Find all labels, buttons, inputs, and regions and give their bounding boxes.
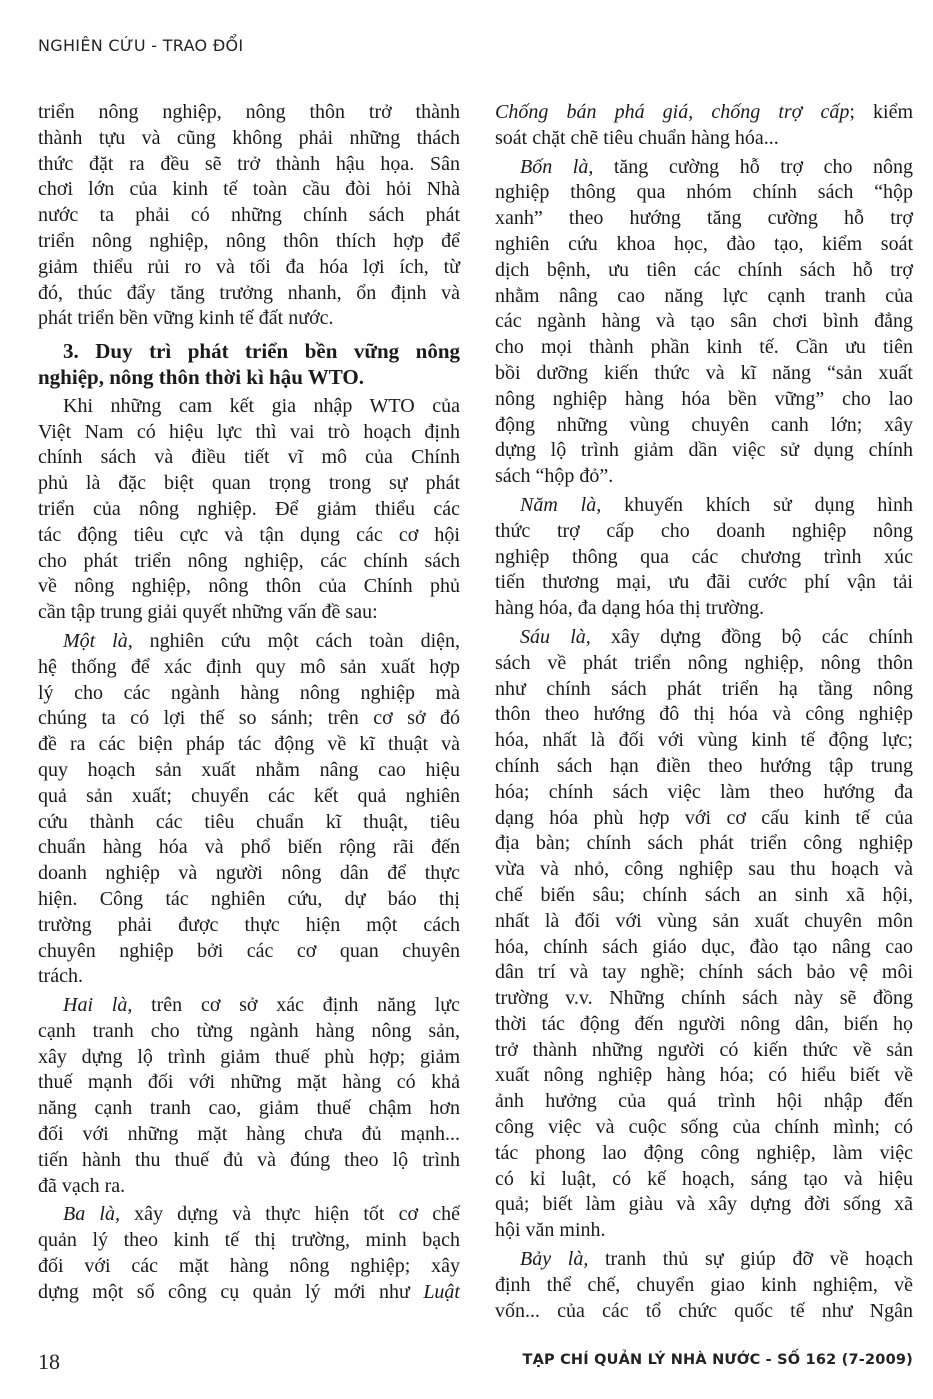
text-line xyxy=(495,754,913,780)
text-segment: sách về phát triển nông nghiệp, nông thôn xyxy=(495,651,913,674)
text-segment: phủ là đặc biệt quan trọng trong sự phát xyxy=(38,472,460,495)
text-segment: xây dựng lộ trình giảm thuế phù hợp; giảm xyxy=(38,1045,460,1068)
text-segment: tăng cường hỗ trợ cho nông xyxy=(593,155,913,178)
text-segment: vốn... của các tổ chức quốc tế như Ngân xyxy=(495,1299,913,1322)
text-line xyxy=(495,1247,913,1273)
text-segment: nghiệp, nông thôn thời kì hậu WTO. xyxy=(38,364,364,389)
paragraph xyxy=(38,629,460,990)
text-line xyxy=(495,1141,913,1167)
text-segment: doanh nghiệp và người nông dân để thực xyxy=(38,862,460,885)
text-segment: nhất là đối với vùng sản xuất chuyên môn xyxy=(495,909,913,932)
text-segment: hội văn minh. xyxy=(495,1219,606,1242)
italic-text: Hai là, xyxy=(63,994,133,1017)
paragraph xyxy=(38,993,460,1199)
text-line xyxy=(495,831,913,857)
text-segment: công việc và cuộc sống của chính mình; có xyxy=(495,1116,913,1139)
text-segment: giảm thiểu rủi ro và tối đa hóa lợi ích, từ xyxy=(38,255,460,278)
italic-text: Luật xyxy=(423,1280,460,1303)
text-line xyxy=(495,206,913,232)
text-segment: nghiệp thông qua nhóm chính sách “hộp xyxy=(495,181,913,204)
text-segment: chế biến sâu; chính sách an sinh xã hội, xyxy=(495,883,913,906)
text-line xyxy=(38,229,460,255)
text-segment: 3. Duy trì phát triển bền vững nông xyxy=(63,339,460,364)
section-running-head: NGHIÊN CỨU - TRAO ĐỔI xyxy=(38,36,244,55)
text-line xyxy=(38,255,460,281)
text-line xyxy=(38,1096,460,1122)
text-segment: các ngành hàng và tạo sân chơi bình đẳng xyxy=(495,310,913,333)
text-segment: Khi những cam kết gia nhập WTO của xyxy=(63,394,460,417)
text-line xyxy=(38,810,460,836)
text-line xyxy=(495,1218,913,1244)
text-segment: đối với các mặt hàng nông nghiệp; xây xyxy=(38,1255,460,1278)
text-line xyxy=(38,420,460,446)
text-segment: sách “hộp đỏ”. xyxy=(495,465,614,488)
text-line xyxy=(38,629,460,655)
text-line xyxy=(495,545,913,571)
text-line xyxy=(495,1299,913,1325)
text-segment: dựng lộ trình giảm dần việc sử dụng chính xyxy=(495,439,913,462)
text-segment: dựng một số công cụ quản lý mới như xyxy=(38,1280,424,1303)
text-segment: đã vạch ra. xyxy=(38,1174,126,1197)
text-segment: triển của nông nghiệp. Để giảm thiểu các xyxy=(38,497,460,520)
text-segment: như chính sách phát triển hạ tầng nông xyxy=(495,677,913,700)
text-line xyxy=(495,1012,913,1038)
text-segment: chính sách và điều tiết vĩ mô của Chính xyxy=(38,446,460,469)
text-segment: soát chặt chẽ tiêu chuẩn hàng hóa... xyxy=(495,126,779,149)
text-segment: chính sách hạn điền theo hướng tập trung xyxy=(495,754,913,777)
text-segment: xây dựng đồng bộ các chính xyxy=(590,625,913,648)
text-line xyxy=(38,600,460,626)
text-segment: trở thành những người có kiến thức về sản xyxy=(495,1038,913,1061)
text-line xyxy=(495,180,913,206)
text-line xyxy=(38,126,460,152)
text-segment: tiến thương mại, ưu đãi cước phí vận tải xyxy=(495,571,913,594)
text-line xyxy=(495,309,913,335)
paragraph xyxy=(38,394,460,626)
text-segment: thuế mạnh đối với những mặt hàng có khả xyxy=(38,1071,460,1094)
text-line xyxy=(38,1122,460,1148)
text-segment: lý cho các ngành hàng nông nghiệp mà xyxy=(38,681,460,704)
text-line xyxy=(38,681,460,707)
text-segment: thức trợ cấp cho doanh nghiệp nông xyxy=(495,519,913,542)
text-segment: đó, thúc đẩy tăng trưởng nhanh, ổn định và xyxy=(38,281,460,304)
text-line xyxy=(495,1192,913,1218)
text-segment: xuất nông nghiệp hàng hóa; có hiểu biết về xyxy=(495,1064,913,1087)
text-segment: vừa và nhỏ, công nghiệp sau thu hoạch và xyxy=(495,858,913,881)
text-line xyxy=(38,523,460,549)
text-line xyxy=(38,471,460,497)
text-segment: tranh thủ sự giúp đỡ về hoạch xyxy=(588,1248,913,1271)
italic-text: Một là, xyxy=(63,629,133,652)
text-line xyxy=(495,986,913,1012)
text-segment: về nông nghiệp, nông thôn của Chính phủ xyxy=(38,575,460,598)
text-line xyxy=(38,152,460,178)
text-segment: chúng ta có lợi thế so sánh; trên cơ sở đó xyxy=(38,707,460,730)
text-line xyxy=(495,413,913,439)
text-segment: nhằm nâng cao năng lực cạnh tranh của xyxy=(495,284,913,307)
text-line xyxy=(38,497,460,523)
text-line xyxy=(495,935,913,961)
text-segment: khuyến khích sử dụng hình xyxy=(601,493,913,516)
italic-text: Năm là, xyxy=(520,493,602,516)
text-line xyxy=(38,1280,460,1306)
text-line xyxy=(495,909,913,935)
text-line xyxy=(495,677,913,703)
text-segment: hàng hóa, đa dạng hóa thị trường. xyxy=(495,597,765,620)
text-line xyxy=(38,306,460,332)
text-line xyxy=(38,394,460,420)
text-segment: dân trí và tay nghề; chính sách bảo vệ môi xyxy=(495,961,913,984)
text-line xyxy=(495,806,913,832)
text-line xyxy=(38,177,460,203)
text-line xyxy=(495,651,913,677)
text-segment: quả; biết làm giàu và xây dựng đời sống xã xyxy=(495,1193,913,1216)
text-line xyxy=(495,596,913,622)
text-line xyxy=(495,232,913,258)
text-segment: Việt Nam có hiệu lực thì vai trò hoạch định xyxy=(38,420,460,443)
text-segment: thức đặt ra đều sẽ trở thành hậu họa. Sân xyxy=(38,152,460,175)
paragraph xyxy=(495,100,913,152)
paragraph xyxy=(495,625,913,1244)
text-segment: hiện. Công tác nghiên cứu, dự báo thị xyxy=(38,887,460,910)
text-line xyxy=(495,361,913,387)
paragraph xyxy=(495,493,913,622)
text-segment: quy hoạch sản xuất nhằm nâng cao hiệu xyxy=(38,758,460,781)
italic-text: Ba là, xyxy=(63,1203,120,1226)
text-line xyxy=(495,1167,913,1193)
text-segment: chuẩn hàng hóa và phổ biến rộng rãi đến xyxy=(38,836,460,859)
text-segment: thời tác động đến người nông dân, biến họ xyxy=(495,1012,913,1035)
text-line xyxy=(38,100,460,126)
text-segment: đề ra các biện pháp tác động về kĩ thuật và xyxy=(38,733,460,756)
text-line xyxy=(38,574,460,600)
text-line xyxy=(495,1038,913,1064)
text-line xyxy=(38,939,460,965)
text-line xyxy=(38,1202,460,1228)
text-line xyxy=(38,861,460,887)
text-line xyxy=(495,1089,913,1115)
text-line xyxy=(495,960,913,986)
text-segment: cho mọi thành phần kinh tế. Cần ưu tiên xyxy=(495,336,913,359)
text-segment: hệ thống để xác định quy mô sản xuất hợp xyxy=(38,655,460,678)
text-line xyxy=(495,335,913,361)
text-segment: trên cơ sở xác định năng lực xyxy=(132,994,460,1017)
text-line xyxy=(38,1070,460,1096)
text-segment: phát triển bền vững kinh tế đất nước. xyxy=(38,307,334,330)
text-segment: nghiệp thông qua các chương trình xúc xyxy=(495,545,913,568)
paragraph xyxy=(38,1202,460,1305)
text-segment: hóa, nhất là đối với vùng kinh tế động lực; xyxy=(495,729,913,752)
text-segment: triển nông nghiệp, nông thôn trở thành xyxy=(38,101,460,123)
text-line xyxy=(495,570,913,596)
text-segment: định thể chế, chuyển giao kinh nghiệm, về xyxy=(495,1273,913,1296)
text-segment: thôn theo hướng đô thị hóa và công nghiệp xyxy=(495,703,913,726)
text-line xyxy=(495,519,913,545)
text-line xyxy=(495,464,913,490)
text-line xyxy=(38,1228,460,1254)
text-segment: thành tựu và cũng không phải những thách xyxy=(38,126,460,149)
text-segment: trường v.v. Những chính sách này sẽ đồng xyxy=(495,987,913,1010)
text-line xyxy=(38,365,460,391)
journal-issue-footer: TẠP CHÍ QUẢN LÝ NHÀ NƯỚC - SỐ 162 (7-2009) xyxy=(522,1352,913,1368)
text-line xyxy=(38,835,460,861)
text-line xyxy=(38,784,460,810)
text-line xyxy=(38,964,460,990)
text-line xyxy=(495,728,913,754)
text-segment: đối với những mặt hàng chưa đủ mạnh... xyxy=(38,1123,460,1146)
text-line xyxy=(495,883,913,909)
text-segment: ; kiểm xyxy=(849,101,914,123)
text-line xyxy=(495,1115,913,1141)
text-segment: ảnh hưởng của quá trình hội nhập đến xyxy=(495,1090,913,1113)
text-line xyxy=(495,155,913,181)
paragraph xyxy=(495,155,913,490)
text-line xyxy=(38,1254,460,1280)
text-line xyxy=(38,993,460,1019)
text-line xyxy=(495,258,913,284)
text-segment: trường phải được thực hiện một cách xyxy=(38,913,460,936)
text-segment: dạng hóa phù hợp với cơ cấu kinh tế của xyxy=(495,806,913,829)
text-segment: quản lý theo kinh tế thị trường, minh bạch xyxy=(38,1229,460,1252)
italic-text: Bốn là, xyxy=(520,155,594,178)
text-segment: quả sản xuất; chuyển các kết quả nghiên xyxy=(38,784,460,807)
text-segment: chuyên nghiệp bởi các cơ quan chuyên xyxy=(38,939,460,962)
text-line xyxy=(495,100,913,126)
text-line xyxy=(495,493,913,519)
text-segment: địa bàn; chính sách phát triển công nghiệp xyxy=(495,832,913,855)
text-line xyxy=(38,445,460,471)
text-segment: chơi lớn của kinh tế toàn cầu đòi hỏi Nhà xyxy=(38,178,460,201)
article-column-left xyxy=(38,100,460,1306)
text-line xyxy=(38,1019,460,1045)
text-segment: tác phong lao động công nghiệp, làm việc xyxy=(495,1141,913,1164)
text-line xyxy=(38,1045,460,1071)
text-segment: triển nông nghiệp, nông thôn thích hợp để xyxy=(38,229,460,252)
text-line xyxy=(38,732,460,758)
paragraph xyxy=(495,1247,913,1324)
text-line xyxy=(495,1063,913,1089)
text-line xyxy=(38,549,460,575)
italic-text: Bảy là, xyxy=(520,1248,589,1271)
text-segment: cạnh tranh cho từng ngành hàng nông sản, xyxy=(38,1019,460,1042)
text-segment: xanh” theo hướng tăng cường hỗ trợ xyxy=(495,207,913,230)
text-line xyxy=(38,339,460,365)
italic-text: Chống bán phá giá, chống trợ cấp xyxy=(495,101,850,123)
section-heading xyxy=(38,339,460,391)
paragraph xyxy=(38,100,460,332)
text-segment: có kỉ luật, có kế hoạch, sáng tạo và hiệu xyxy=(495,1167,913,1190)
text-segment: tiến hành thu thuế đủ và đúng theo lộ trình xyxy=(38,1148,460,1171)
text-segment: cứu thành các tiêu chuẩn kĩ thuật, tiêu xyxy=(38,810,460,833)
article-column-right xyxy=(495,100,913,1324)
text-segment: nông nghiệp hàng hóa bền vững” cho lao xyxy=(495,387,913,410)
text-segment: động những vùng chuyên canh lớn; xây xyxy=(495,413,913,436)
text-line xyxy=(38,1148,460,1174)
text-segment: hóa, chính sách giáo dục, đào tạo nâng cao xyxy=(495,935,913,958)
text-segment: cho phát triển nông nghiệp, các chính sách xyxy=(38,549,460,572)
text-segment: nghiên cứu một cách toàn diện, xyxy=(132,629,460,652)
text-line xyxy=(495,702,913,728)
text-line xyxy=(495,387,913,413)
text-segment: năng cạnh tranh cao, giảm thuế chậm hơn xyxy=(38,1097,460,1120)
text-segment: cần tập trung giải quyết những vấn đề sau: xyxy=(38,601,378,624)
text-line xyxy=(495,284,913,310)
text-line xyxy=(495,625,913,651)
text-line xyxy=(495,1273,913,1299)
italic-text: Sáu là, xyxy=(520,625,591,648)
text-line xyxy=(495,126,913,152)
text-line xyxy=(38,1174,460,1200)
text-line xyxy=(38,758,460,784)
text-segment: trách. xyxy=(38,965,83,988)
text-line xyxy=(38,913,460,939)
text-segment: bồi dưỡng kiến thức và kĩ năng “sản xuất xyxy=(495,361,913,384)
text-line xyxy=(495,438,913,464)
text-line xyxy=(38,203,460,229)
text-segment: nước ta phải có những chính sách phát xyxy=(38,204,460,227)
text-line xyxy=(38,281,460,307)
text-line xyxy=(38,655,460,681)
text-segment: nghiên cứu khoa học, đào tạo, kiểm soát xyxy=(495,232,913,255)
text-segment: hóa; chính sách việc làm theo hướng đa xyxy=(495,780,913,803)
text-line xyxy=(38,887,460,913)
text-segment: dịch bệnh, ưu tiên các chính sách hỗ trợ xyxy=(495,258,913,281)
text-segment: xây dựng và thực hiện tốt cơ chế xyxy=(119,1203,460,1226)
page-number: 18 xyxy=(38,1349,60,1374)
text-line xyxy=(495,780,913,806)
text-line xyxy=(495,857,913,883)
text-line xyxy=(38,706,460,732)
text-segment: tác động tiêu cực và tận dụng các cơ hội xyxy=(38,523,460,546)
